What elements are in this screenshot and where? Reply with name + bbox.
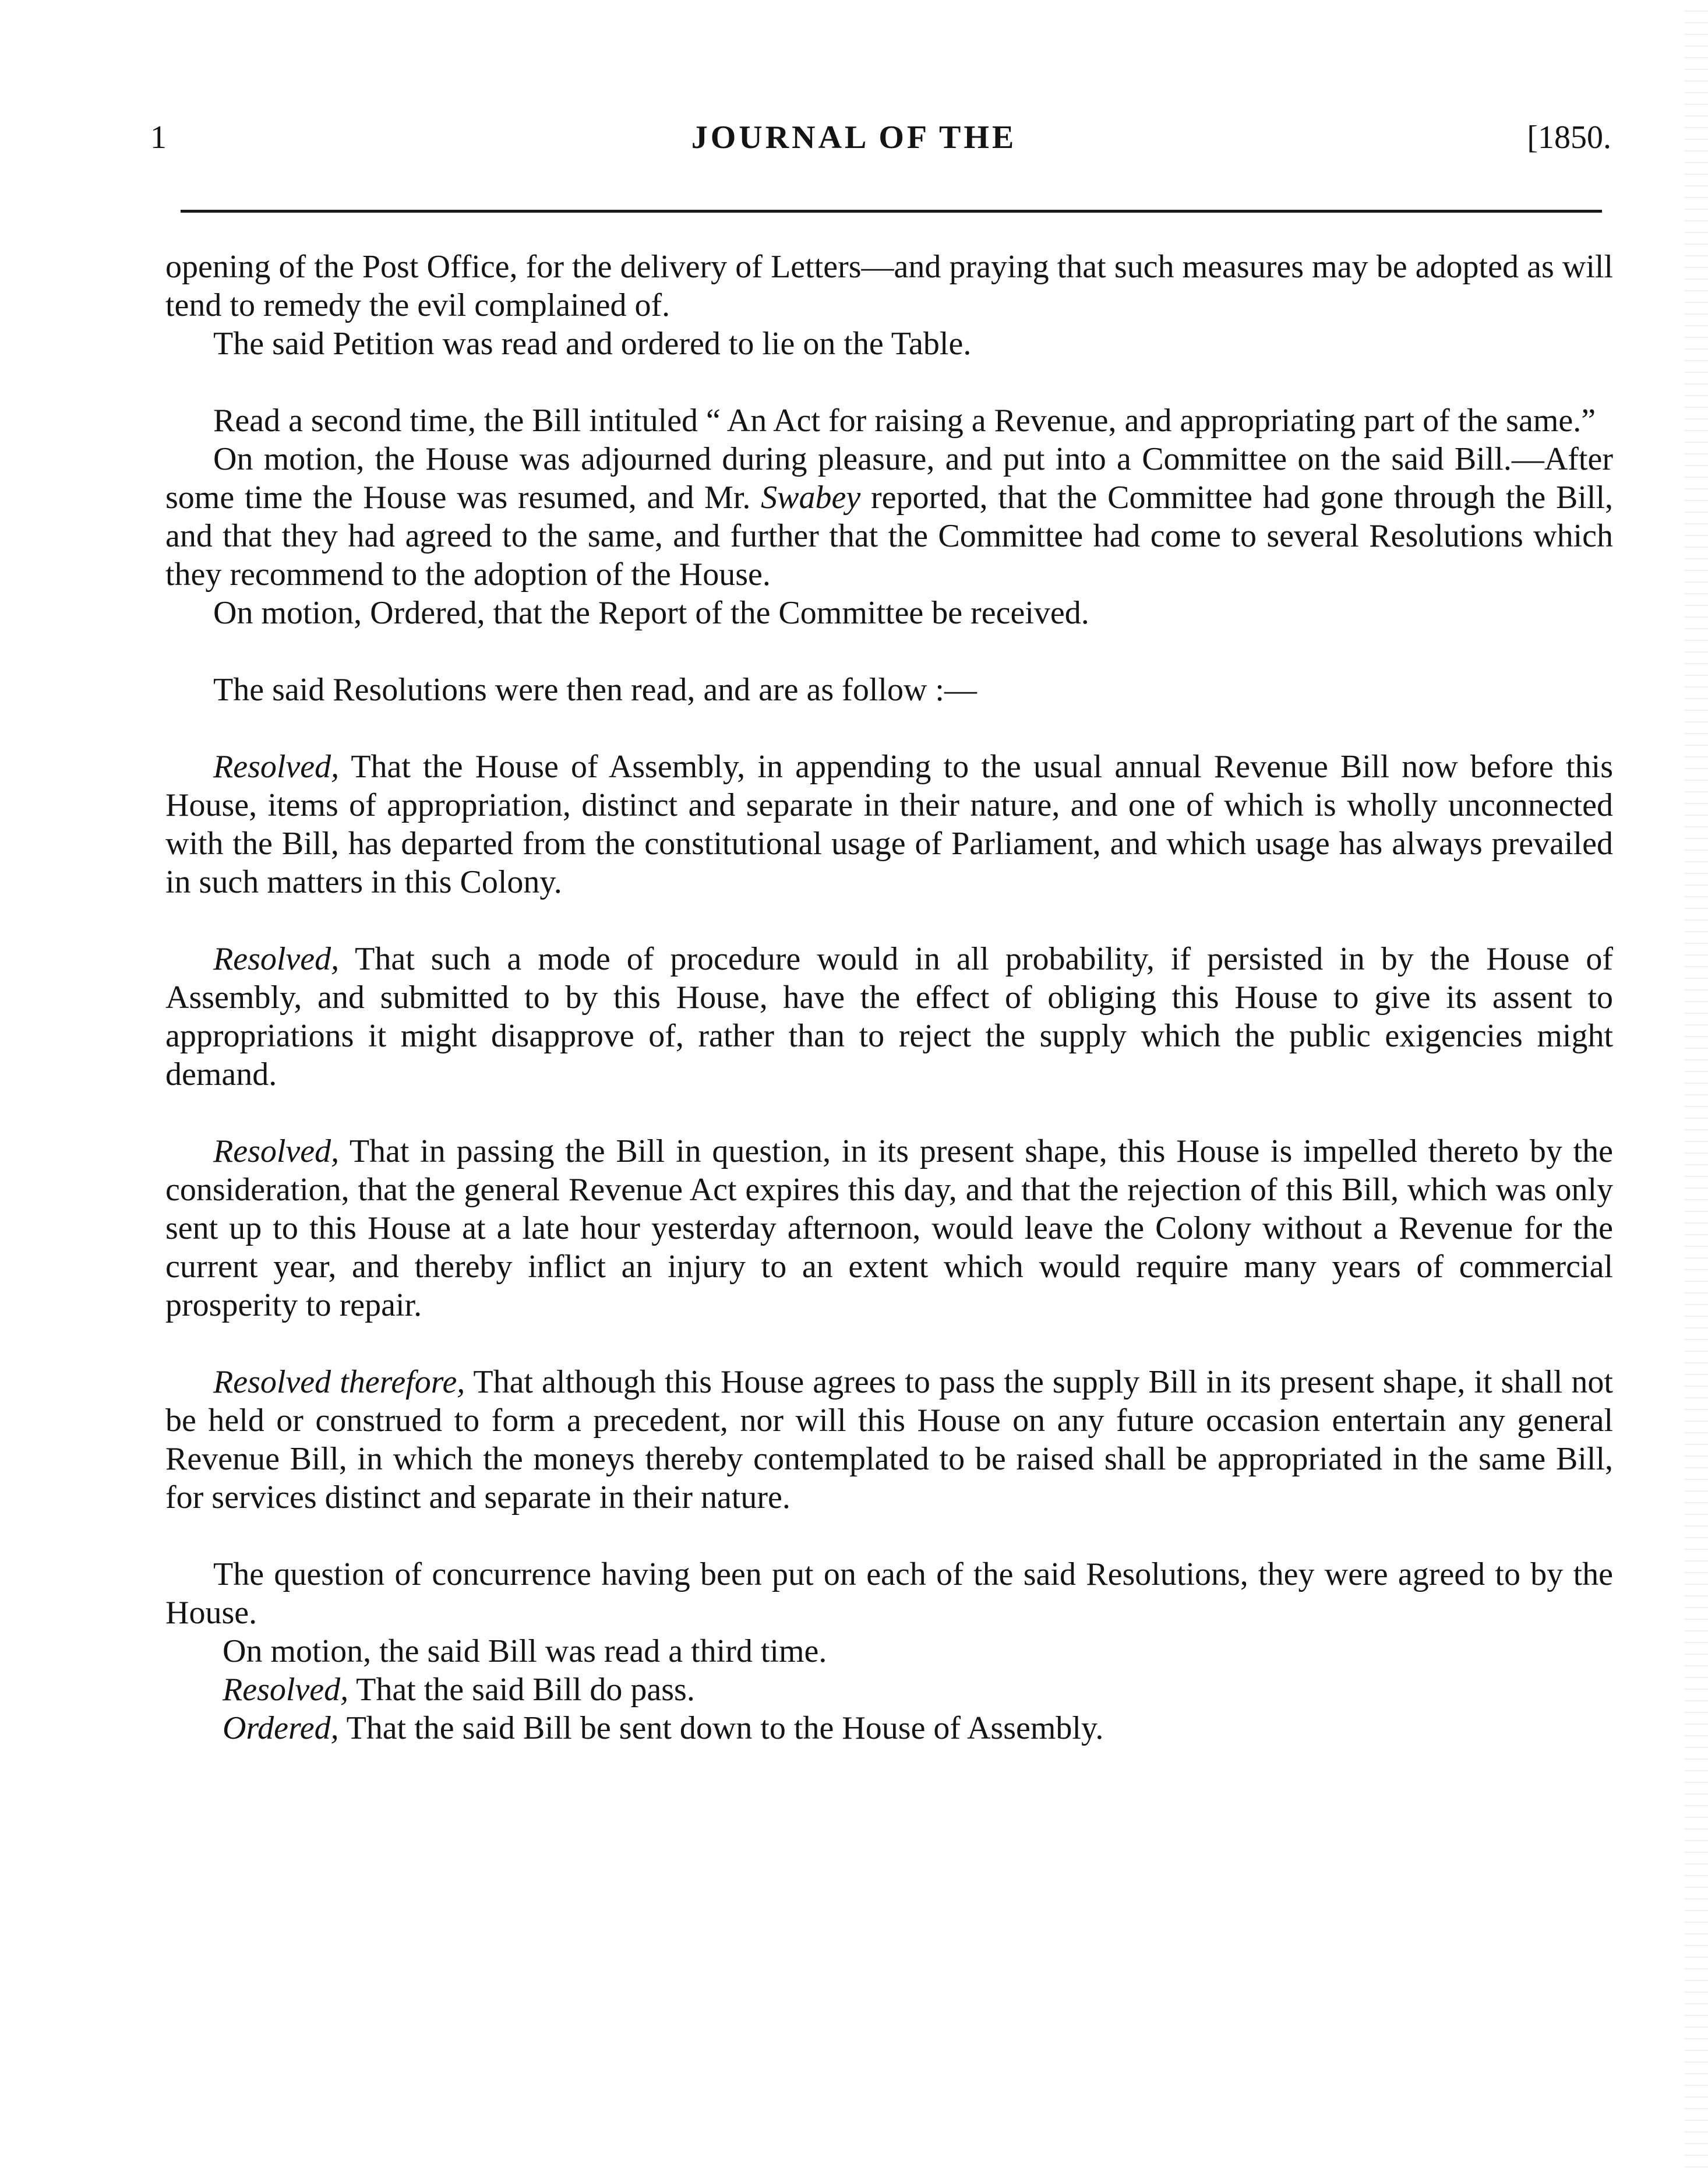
order-lead: Ordered, — [223, 1710, 339, 1746]
order-text: That the said Bill be sent down to the House of Assembly. — [338, 1710, 1104, 1746]
resolution-lead: Resolved, — [213, 1133, 340, 1169]
resolution-text: That in passing the Bill in question, in its present shape, this House is impelled thereto by the consideration, that the general Revenue Act expires this day, and that the rejection of this Bill, which was only sent up to this House at a late hour yesterday afternoon, would leave the Colony without a Revenue for the current year, and thereby inflict an injury to an extent which would require many years of commercial prosperity to repair. — [165, 1133, 1613, 1323]
running-title: JOURNAL OF THE — [691, 119, 1017, 156]
resolution-text: That although this House agrees to pass the supply Bill in its present shape, it shall not be held or construed to form a precedent, nor will this House on any future occasion entertain any general Revenue Bill, in which the moneys thereby contemplated to be raised shall be appropriated in the same Bill, for services distinct and separate in their nature. — [165, 1364, 1613, 1516]
committee-text-a: On motion, the House was adjourned during pleasure, and put into a Committee on the said Bill.—After some time the House was resumed, and Mr. — [165, 441, 1613, 516]
committee-text-b: reported, that the Committee had gone through the Bill, and that they had agreed to the same, and further that the Committee had come to several Resolutions which they recommend to the adoption of the House. — [165, 480, 1613, 593]
resolution-lead: Resolved, — [213, 749, 340, 785]
resolution-text: That the House of Assembly, in appending to the usual annual Revenue Bill now before this House, items of appropriation, distinct and separate in their nature, and one of which is wholly unconnected with the Bill, has departed from the constitutional usage of Parliament, and which usage has always prevailed in such matters in this Colony. — [165, 749, 1613, 900]
resolution — [165, 940, 1613, 1094]
resolution — [165, 1363, 1613, 1517]
resolutions-intro: The said Resolutions were then read, and are as follow :— — [213, 672, 977, 708]
pass-lead: Resolved, — [223, 1672, 349, 1708]
page-edge-texture — [1685, 0, 1708, 2171]
page-number: 1 — [150, 119, 169, 156]
petition-read-entry: The said Petition was read and ordered to lie on the Table. — [213, 326, 972, 362]
resolution — [165, 748, 1613, 901]
pass-text: That the said Bill do pass. — [348, 1672, 695, 1708]
resolution-lead: Resolved therefore, — [213, 1364, 465, 1400]
header-year: [1850. — [1527, 119, 1611, 156]
second-reading-entry: Read a second time, the Bill intituled “ An Act for raising a Revenue, and appropriating part of the same.” — [213, 403, 1596, 439]
member-name: Swabey — [761, 480, 861, 516]
journal-body — [165, 248, 1613, 1747]
header-rule — [181, 210, 1602, 213]
committee-entry — [165, 440, 1613, 594]
concurrence-entry: The question of concurrence having been put on each of the said Resolutions, they were agreed to by the House. — [165, 1556, 1613, 1631]
resolution-lead: Resolved, — [213, 941, 340, 977]
resolution-text: That such a mode of procedure would in all probability, if persisted in by the House of Assembly, and submitted to by this House, have the effect of obliging this House to give its assent to appropriations it might disapprove of, rather than to reject the supply which the public exigencies might demand. — [165, 941, 1613, 1092]
order-entry — [165, 1709, 1613, 1747]
page-header — [0, 114, 1708, 161]
petition-continuation: opening of the Post Office, for the delivery of Letters—and praying that such measures may be adopted as will tend to remedy the evil complained of. — [165, 249, 1613, 323]
bill-pass-entry — [165, 1670, 1613, 1709]
third-reading-entry: On motion, the said Bill was read a third time. — [223, 1633, 827, 1669]
resolution — [165, 1132, 1613, 1324]
report-received-entry: On motion, Ordered, that the Report of the Committee be received. — [213, 595, 1089, 631]
